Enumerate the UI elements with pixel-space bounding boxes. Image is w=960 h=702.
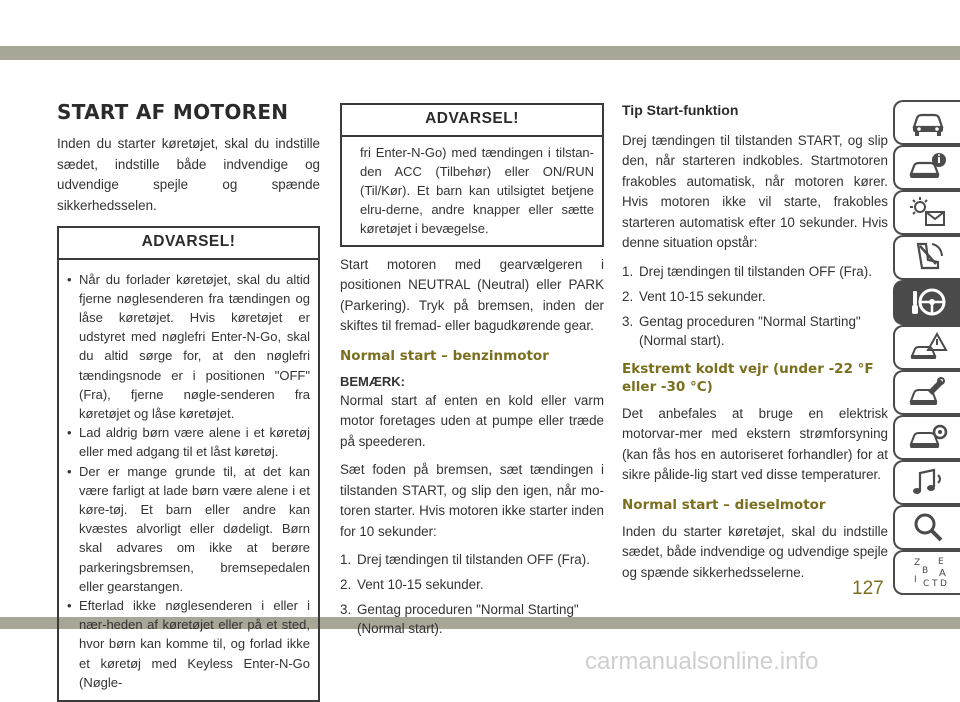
step-item [340, 575, 604, 594]
warning-item: • Når du forlader køretøjet, skal du altid fjerne nøglesenderen fra tændingen og låse køretøjet. Hvis køretøjet er udstyret med nøglefri Enter-N-Go, skal du altid sørge for, at den nøglefri tændingsnode er i positionen "OFF" (Fra), fjerne nøgle-senderen fra køretøjet og låse køretøjet. [67, 270, 310, 424]
step-text: Drej tændingen til tilstanden OFF (Fra). [639, 263, 872, 279]
car-overview-icon [908, 105, 948, 139]
index-letter: I [913, 575, 917, 586]
top-band [0, 0, 960, 62]
heading-normal-start-petrol: Normal start – benzinmotor [340, 347, 549, 364]
heading-cold-weather: Ekstremt koldt vejr (under -22 °F eller -30 °C) [622, 360, 874, 395]
roadside-emergency-icon [908, 330, 948, 364]
step-text: Gentag proceduren "Normal Starting" (Normal start). [357, 602, 579, 637]
step-item [622, 287, 888, 306]
step-text: Drej tændingen til tilstanden OFF (Fra). [357, 552, 590, 568]
tab-emergency[interactable] [893, 325, 960, 370]
index-letter: E [937, 557, 944, 568]
tip-start-steps [622, 262, 888, 350]
steering-wheel-key-icon [908, 285, 948, 319]
safety-seat-icon [908, 240, 948, 274]
alphabet-index-icon [908, 555, 948, 589]
warning-title: ADVARSEL! [342, 103, 602, 137]
index-letter: B [921, 566, 928, 577]
tab-car-overview[interactable] [893, 100, 960, 145]
warning-item: • Lad aldrig børn være alene i et køretøj eller med adgang til et låst køretøj. [67, 423, 310, 461]
note-text: Normal start af enten en kold eller varm motor foretages uden at pumpe eller træde på speederen. [340, 392, 604, 449]
tab-starting-operating[interactable] [893, 280, 960, 325]
warning-box-1 [57, 226, 320, 702]
step-item [622, 312, 888, 350]
heading-tip-start: Tip Start-funktion [622, 102, 739, 118]
column-3 [622, 100, 888, 591]
step-number: 2. [622, 288, 634, 304]
petrol-start-paragraph: Sæt foden på bremsen, sæt tændingen i tilstanden START, og slip den igen, når mo-toren starter. Hvis motoren ikke starter inden for 10 sekunder: [340, 462, 604, 539]
tip-start-paragraph: Drej tændingen til tilstanden START, og slip den, når starteren indkobles. Startmotoren frakobles automatisk, når motoren kører. Hvis motoren ikke vil starte, frakobles starteren automatisk efter 10 sekunder. Hvis denne situation opstår: [622, 132, 888, 250]
tab-alphabetic-index[interactable] [893, 550, 960, 595]
page-number: 127 [852, 578, 884, 599]
index-letter: C [922, 579, 929, 590]
warning-body: fri Enter-N-Go) med tændingen i tilstan-den ACC (Tilbehør) eller ON/RUN (Til/Kør). Et barn kan utilsigtet betjene elru-derne, andre knapper eller sætte køretøjet i bevægelse. [360, 144, 594, 237]
step-number: 3. [340, 602, 352, 618]
petrol-steps [340, 550, 604, 638]
gear-paragraph: Start motoren med gearvælgeren i positionen NEUTRAL (Neutral) eller PARK (Parkering). Tryk på bremsen, inden der skiftes til fremad- eller bagudkørende gear. [340, 256, 604, 334]
index-letter: D [939, 579, 947, 590]
technical-specs-icon [908, 420, 948, 454]
top-color-bar [0, 46, 960, 60]
step-number: 1. [622, 263, 634, 279]
column-2 [340, 103, 604, 644]
chapter-tabs [893, 100, 960, 595]
step-item [622, 262, 888, 281]
tab-warning-lights[interactable] [893, 190, 960, 235]
index-letter: T [931, 579, 937, 590]
step-text: Vent 10-15 sekunder. [639, 288, 766, 304]
multimedia-icon [908, 465, 948, 499]
index-letter: A [938, 568, 946, 580]
maintenance-tools-icon [908, 375, 948, 409]
car-info-icon [908, 150, 948, 184]
tab-car-info[interactable] [893, 145, 960, 190]
step-text: Vent 10-15 sekunder. [357, 577, 484, 593]
tab-multimedia[interactable] [893, 460, 960, 505]
search-index-icon [908, 510, 948, 544]
warning-item: • Efterlad ikke nøglesenderen i eller i nær-heden af køretøjet eller på et sted, hvor børn kan komme til, og forlad ikke et køretøj med Keyless Enter-N-Go (Nøgle- [67, 596, 310, 692]
section-title: START AF MOTOREN [57, 100, 289, 124]
warning-list [59, 260, 318, 700]
index-letter: Z [913, 558, 920, 569]
heading-diesel: Normal start – dieselmotor [622, 496, 826, 513]
step-number: 2. [340, 577, 352, 593]
step-item [340, 600, 604, 638]
step-number: 1. [340, 552, 352, 568]
step-item [340, 550, 604, 569]
note-label: BEMÆRK: [340, 373, 405, 389]
cold-weather-paragraph: Det anbefales at bruge en elektrisk motorvar-mer med ekstern strømforsyning (kan fås hos en autoriseret forhandler) for at sikre pålide-lig start ved disse temperaturer. [622, 405, 888, 482]
tab-maintenance[interactable] [893, 370, 960, 415]
warning-box-2 [340, 103, 604, 247]
step-text: Gentag proceduren "Normal Starting" (Normal start). [639, 313, 861, 348]
tab-technical-specs[interactable] [893, 415, 960, 460]
tab-search[interactable] [893, 505, 960, 550]
warning-item: • Der er mange grunde til, at det kan være farligt at lade børn være alene i et køre-tøj. Et barn eller andre kan kvæstes alvorligt eller dødeligt. Børn skal advares om ikke at berøre parkeringsbremsen, bremsepedalen eller gearstangen. [67, 462, 310, 596]
warning-title: ADVARSEL! [59, 228, 318, 260]
diesel-paragraph: Inden du starter køretøjet, skal du indstille sædet, både indvendige og udvendige spejle og spænde sikkerhedsselerne. [622, 523, 888, 580]
intro-paragraph: Inden du starter køretøjet, skal du indstille sædet, indstille både indvendige og udvendige spejle og spænde sikkerhedsselen. [57, 136, 320, 213]
tab-safety[interactable] [893, 235, 960, 280]
column-1 [57, 100, 320, 702]
step-number: 3. [622, 313, 634, 329]
watermark-text: carmanualsonline.info [585, 648, 819, 675]
warning-lights-message-icon [908, 195, 948, 229]
